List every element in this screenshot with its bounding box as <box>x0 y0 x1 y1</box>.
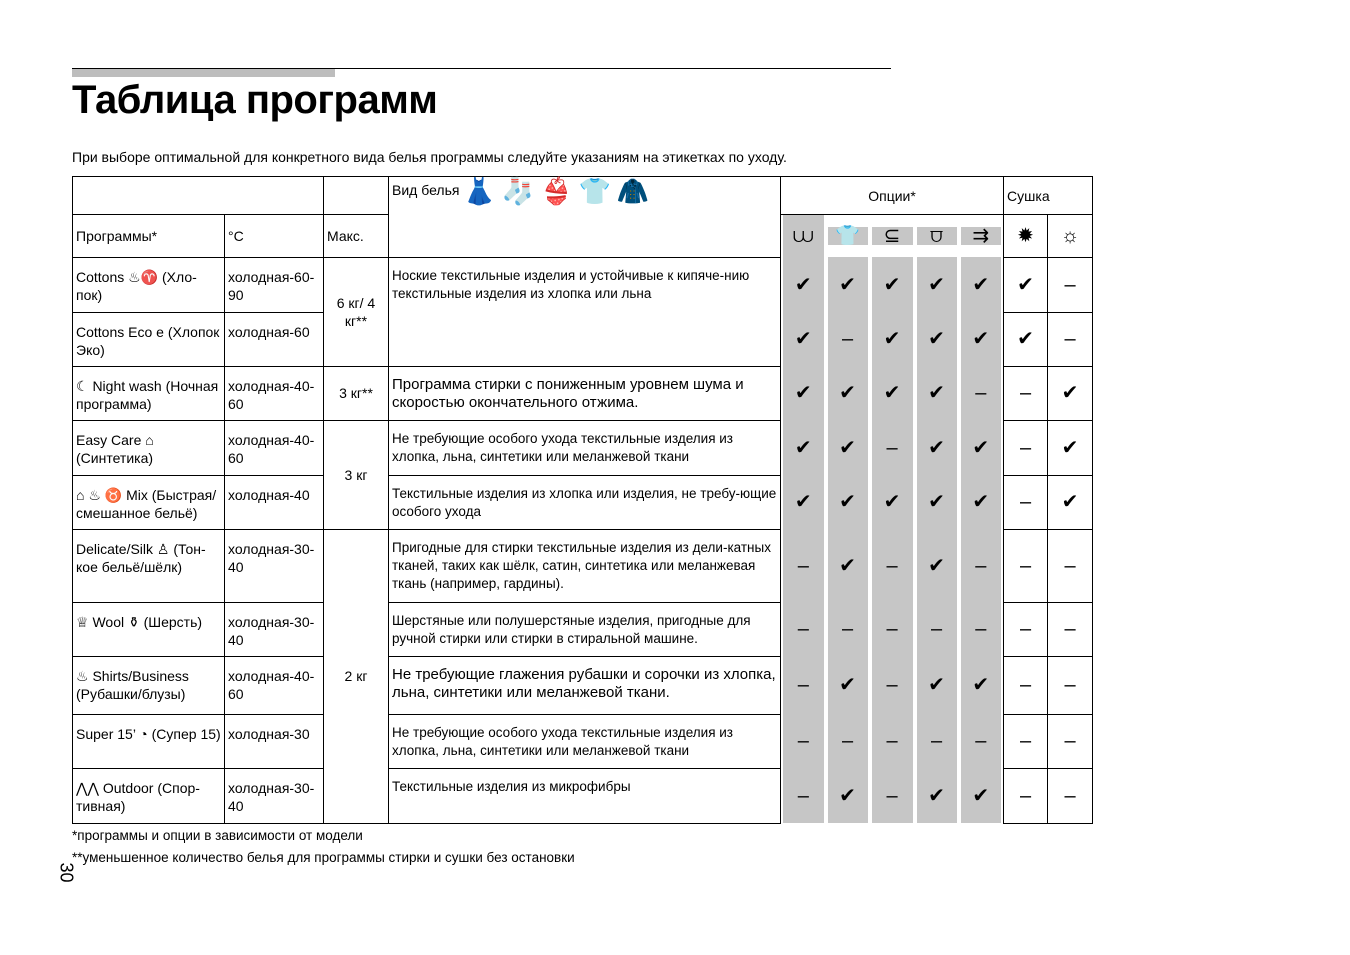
program-name: ⋀⋀ Outdoor (Спор-тивная) <box>73 768 225 823</box>
option-mark: – <box>872 420 913 475</box>
header-laundry-type: Вид белья 👗 🧦 👙 👕 🧥 <box>389 177 781 258</box>
option-mark: ✔ <box>828 475 868 529</box>
prewash-icon: ⩊ <box>783 215 824 257</box>
laundry-description: Не требующие особого ухода текстильные изделия из хлопка, льна, синтетики или меланжевой ткани <box>389 714 781 768</box>
option-mark: – <box>783 529 824 602</box>
program-temp: холодная-40-60 <box>225 420 324 475</box>
option-mark: – <box>872 656 913 714</box>
title-bar-decoration <box>72 68 335 77</box>
dress-icon: 👗 <box>463 176 496 207</box>
intro-text: При выборе оптимальной для конкретного вида белья программы следуйте указаниям на этикетках по уходу. <box>72 149 787 165</box>
option-mark: – <box>783 714 824 768</box>
option-mark: – <box>961 366 1002 420</box>
laundry-description: Шерстяные или полушерстяные изделия, пригодные для ручной стирки или стирки в стиральной машине. <box>389 602 781 656</box>
option-mark: ✔ <box>783 257 824 312</box>
option-mark: ✔ <box>961 420 1002 475</box>
drying-mark: ✔ <box>1048 475 1093 529</box>
program-name: Delicate/Silk ♙ (Тон-кое бельё/шёлк) <box>73 529 225 602</box>
option-mark: ✔ <box>872 312 913 366</box>
drying-mark: – <box>1004 768 1048 823</box>
option-mark: – <box>872 768 913 823</box>
option-mark: – <box>917 714 957 768</box>
program-name: ♕ Wool ⚱ (Шерсть) <box>73 602 225 656</box>
option-mark: – <box>961 529 1002 602</box>
table-row <box>73 714 1093 768</box>
header-options: Опции* <box>781 177 1004 215</box>
page-title: Таблица программ <box>72 78 438 122</box>
option-mark: – <box>961 602 1002 656</box>
drying-mark: – <box>1004 714 1048 768</box>
max-load: 3 кг** <box>324 366 389 420</box>
jacket-icon: 🧥 <box>616 176 650 207</box>
program-temp: холодная-30 <box>225 714 324 768</box>
option-mark: ✔ <box>783 366 824 420</box>
program-name: ♨ Shirts/Business (Рубашки/блузы) <box>73 656 225 714</box>
program-name: Easy Care ⌂ (Синтетика) <box>73 420 225 475</box>
table-row <box>73 420 1093 475</box>
drying-mark: ✔ <box>1004 312 1048 366</box>
drying-mark: – <box>1048 257 1093 312</box>
extra-rinse-icon: ⩌ <box>917 227 957 245</box>
option-mark: – <box>828 312 868 366</box>
header-max: Макс. <box>324 215 389 258</box>
option-mark: ✔ <box>828 529 868 602</box>
table-row <box>73 366 1093 420</box>
option-mark: ✔ <box>828 420 868 475</box>
table-row <box>73 602 1093 656</box>
option-mark: ✔ <box>872 257 913 312</box>
option-mark: ✔ <box>828 366 868 420</box>
option-mark: – <box>783 768 824 823</box>
option-mark: – <box>872 529 913 602</box>
page-number: 30 <box>56 862 77 883</box>
header-empty <box>73 177 324 215</box>
option-mark: ✔ <box>872 366 913 420</box>
drying-mark: – <box>1004 420 1048 475</box>
option-mark: – <box>783 656 824 714</box>
option-mark: ✔ <box>828 257 868 312</box>
table-row <box>73 257 1093 312</box>
shirt-icon: 👕 <box>828 227 868 245</box>
option-mark: ✔ <box>917 529 957 602</box>
max-load: 2 кг <box>324 529 389 823</box>
option-mark: ✔ <box>961 257 1002 312</box>
drying-mark: – <box>1048 602 1093 656</box>
program-temp: холодная-30-40 <box>225 602 324 656</box>
laundry-description: Пригодные для стирки текстильные изделия из дели-катных тканей, таких как шёлк, сатин, синтетика или меланжевая ткань (например, гардины). <box>389 529 781 602</box>
program-name: Cottons ♨♈ (Хло-пок) <box>73 257 225 312</box>
drying-mark: – <box>1048 768 1093 823</box>
gentle-dry-icon: ☼ <box>1048 215 1093 258</box>
option-mark: ✔ <box>917 475 957 529</box>
option-mark: ✔ <box>961 475 1002 529</box>
table-row <box>73 529 1093 602</box>
table-row <box>73 768 1093 823</box>
header-empty <box>324 177 389 215</box>
laundry-description: Программа стирки с пониженным уровнем шума и скоростью окончательного отжима. <box>389 366 781 420</box>
option-mark: ✔ <box>828 656 868 714</box>
option-mark: ✔ <box>917 366 957 420</box>
program-temp: холодная-40 <box>225 475 324 529</box>
option-mark: – <box>783 602 824 656</box>
program-temp: холодная-30-40 <box>225 768 324 823</box>
intensive-dry-icon: ✹ <box>1004 215 1048 258</box>
table-row <box>73 475 1093 529</box>
max-load: 3 кг <box>324 420 389 529</box>
laundry-description: Не требующие особого ухода текстильные изделия из хлопка, льна, синтетики или меланжевой ткани <box>389 420 781 475</box>
lingerie-icon: 👙 <box>540 176 573 207</box>
header-drying: Сушка <box>1004 177 1093 215</box>
laundry-description: Ноские текстильные изделия и устойчивые к кипяче-нию текстильные изделия из хлопка или льна <box>389 257 781 366</box>
drying-mark: – <box>1004 529 1048 602</box>
option-mark: – <box>828 602 868 656</box>
sock-icon: 🧦 <box>501 176 535 207</box>
program-name: ⌂ ♨ ♉ Mix (Быстрая/ смешанное бельё) <box>73 475 225 529</box>
speed-icon: ⇉ <box>961 227 1002 245</box>
header-temp: °C <box>225 215 324 258</box>
program-temp: холодная-60-90 <box>225 257 324 312</box>
option-mark: ✔ <box>917 768 957 823</box>
program-table <box>72 176 1093 824</box>
laundry-description: Не требующие глажения рубашки и сорочки из хлопка, льна, синтетики или меланжевой ткани. <box>389 656 781 714</box>
table-row <box>73 656 1093 714</box>
program-name: Cottons Eco e (Хлопок Эко) <box>73 312 225 366</box>
option-mark: – <box>961 714 1002 768</box>
option-mark: ✔ <box>917 312 957 366</box>
shirt-icon: 👕 <box>578 176 611 207</box>
title-rule <box>72 68 891 69</box>
option-mark: ✔ <box>872 475 913 529</box>
option-mark: ✔ <box>961 312 1002 366</box>
option-mark: ✔ <box>783 312 824 366</box>
option-mark: ✔ <box>917 420 957 475</box>
drying-mark: ✔ <box>1048 420 1093 475</box>
laundry-description: Текстильные изделия из микрофибры <box>389 768 781 823</box>
program-temp: холодная-40-60 <box>225 366 324 420</box>
option-mark: – <box>872 602 913 656</box>
program-name: ☾ Night wash (Ночная программа) <box>73 366 225 420</box>
drying-mark: – <box>1004 602 1048 656</box>
drying-mark: ✔ <box>1048 366 1093 420</box>
program-temp: холодная-60 <box>225 312 324 366</box>
footnote-1: *программы и опции в зависимости от модели <box>72 828 363 843</box>
option-mark: – <box>828 714 868 768</box>
drying-mark: – <box>1004 366 1048 420</box>
drying-mark: – <box>1048 312 1093 366</box>
header-programs: Программы* <box>73 215 225 258</box>
drying-mark: – <box>1004 656 1048 714</box>
max-load: 6 кг/ 4 кг** <box>324 257 389 366</box>
option-mark: ✔ <box>961 768 1002 823</box>
option-mark: – <box>917 602 957 656</box>
option-mark: ✔ <box>917 656 957 714</box>
drying-mark: – <box>1048 656 1093 714</box>
option-mark: ✔ <box>917 257 957 312</box>
program-temp: холодная-30-40 <box>225 529 324 602</box>
drying-mark: ✔ <box>1004 257 1048 312</box>
option-mark: ✔ <box>961 656 1002 714</box>
laundry-description: Текстильные изделия из хлопка или изделия, не требу-ющие особого ухода <box>389 475 781 529</box>
option-mark: – <box>872 714 913 768</box>
option-mark: ✔ <box>783 420 824 475</box>
easy-iron-icon: ⊆ <box>872 227 913 245</box>
footnote-2: **уменьшенное количество белья для программы стирки и сушки без остановки <box>72 850 575 865</box>
option-mark: ✔ <box>783 475 824 529</box>
drying-mark: – <box>1048 714 1093 768</box>
drying-mark: – <box>1004 475 1048 529</box>
program-name: Super 15’ ◔ (Супер 15) <box>73 714 225 768</box>
program-temp: холодная-40-60 <box>225 656 324 714</box>
option-mark: ✔ <box>828 768 868 823</box>
drying-mark: – <box>1048 529 1093 602</box>
